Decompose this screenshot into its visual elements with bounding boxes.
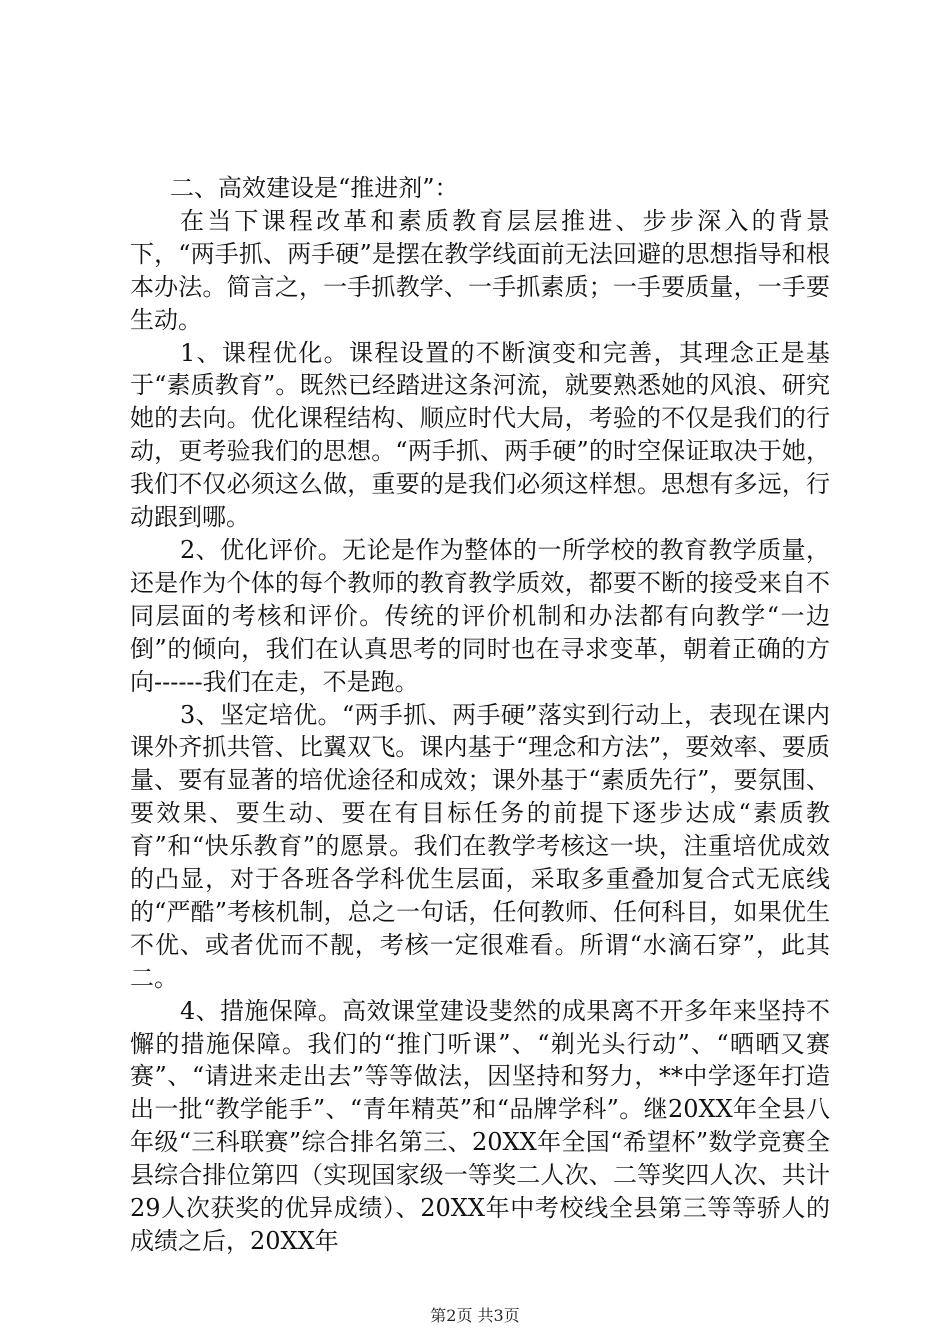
paragraph-measures: 4、措施保障。高效课堂建设斐然的成果离不开多年来坚持不懈的措施保障。我们的“推门听课”、“剃光头行动”、“晒晒又赛赛”、“请进来走出去”等等做法，因坚持和努力，**中学逐年打造出一批“教学能手”、“青年精英”和“品牌学科”。继20XX年全县八年级“三科联赛”综合排名第三、20XX年全国“希望杯”数学竞赛全县综合排位第四（实现国家级一等奖二人次、二等奖四人次、共计29人次获奖的优异成绩）、20XX年中考校线全县第三等等骄人的成绩之后，20XX年 (130, 996, 830, 1255)
paragraph-intro: 在当下课程改革和素质教育层层推进、步步深入的背景下，“两手抓、两手硬”是摆在教学线面前无法回避的思想指导和根本办法。简言之，一手抓教学、一手抓素质；一手要质量，一手要生动。 (130, 206, 830, 334)
page-footer: 第2页 共3页 (430, 1306, 520, 1325)
document-body (130, 172, 830, 1258)
section-heading: 二、高效建设是“推进剂”： (170, 174, 459, 202)
paragraph-evaluation: 2、优化评价。无论是作为整体的一所学校的教育教学质量，还是作为个体的每个教师的教育教学质效，都要不断的接受来自不同层面的考核和评价。传统的评价机制和办法都有向教学“一边倒”的倾向，我们在认真思考的同时也在寻求变革，朝着正确的方向------我们在走，不是跑。 (130, 535, 830, 696)
paragraph-cultivation: 3、坚定培优。“两手抓、两手硬”落实到行动上，表现在课内课外齐抓共管、比翼双飞。课内基于“理念和方法”，要效率、要质量、要有显著的培优途径和成效；课外基于“素质先行”，要氛围、要效果、要生动、要在有目标任务的前提下逐步达成“素质教育”和“快乐教育”的愿景。我们在教学考核这一块，注重培优成效的凸显，对于各班各学科优生层面，采取多重叠加复合式无底线的“严酷”考核机制，总之一句话，任何教师、任何科目，如果优生不优、或者优而不靓，考核一定很难看。所谓“水滴石穿”，此其二。 (130, 700, 830, 992)
paragraph-course-optimization: 1、课程优化。课程设置的不断演变和完善，其理念正是基于“素质教育”。既然已经踏进这条河流，就要熟悉她的风浪、研究她的去向。优化课程结构、顺应时代大局，考验的不仅是我们的行动，更考验我们的思想。“两手抓、两手硬”的时空保证取决于她，我们不仅必须这么做，重要的是我们必须这样想。思想有多远，行动跟到哪。 (130, 338, 830, 532)
